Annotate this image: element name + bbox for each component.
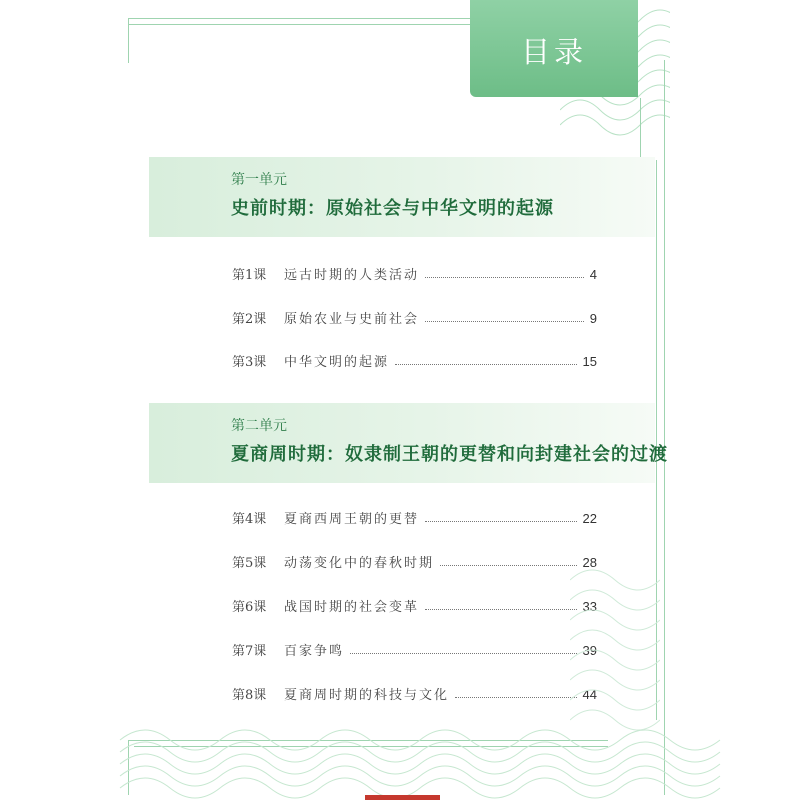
dot-leader <box>425 521 577 522</box>
page-title: 目录 <box>520 35 587 69</box>
lesson-title: 中华文明的起源 <box>284 355 390 370</box>
title-tab <box>470 0 638 97</box>
dot-leader <box>425 321 584 322</box>
dot-leader <box>425 609 577 610</box>
lesson-title: 远古时期的人类活动 <box>284 268 420 283</box>
lesson-number: 第2课 <box>232 312 267 327</box>
wave-pattern-bottom <box>0 720 800 800</box>
frame-top-line <box>128 18 470 19</box>
page-number: 15 <box>582 354 597 369</box>
page-number: 22 <box>582 511 597 526</box>
lesson-number: 第7课 <box>232 644 267 659</box>
dot-leader <box>455 697 577 698</box>
lesson-title: 夏商西周王朝的更替 <box>284 512 420 527</box>
dot-leader <box>440 565 577 566</box>
page-number: 28 <box>582 555 597 570</box>
frame-right-line-outer <box>664 60 665 795</box>
unit-title: 夏商周时期：奴隶制王朝的更替和向封建社会的过渡 <box>231 444 668 465</box>
unit-header-2 <box>149 403 668 483</box>
dot-leader <box>395 364 577 365</box>
lesson-number: 第4课 <box>232 512 267 527</box>
lesson-number: 第1课 <box>232 268 267 283</box>
frame-right-line-mid <box>640 98 641 158</box>
unit-title: 史前时期：原始社会与中华文明的起源 <box>231 198 554 219</box>
lesson-title: 动荡变化中的春秋时期 <box>284 556 435 571</box>
page-number: 9 <box>589 311 597 326</box>
page-number: 4 <box>589 267 597 282</box>
lesson-title: 原始农业与史前社会 <box>284 312 420 327</box>
frame-top-line-inner <box>128 24 470 25</box>
lesson-number: 第5课 <box>232 556 267 571</box>
page-number: 33 <box>582 599 597 614</box>
toc-entry[interactable] <box>232 640 597 660</box>
unit-tag: 第二单元 <box>231 418 287 434</box>
page-number: 44 <box>582 687 597 702</box>
dot-leader <box>350 653 577 654</box>
unit-header-1 <box>149 157 655 237</box>
frame-left-line <box>128 18 129 63</box>
unit-tag: 第一单元 <box>231 172 287 188</box>
toc-entry[interactable] <box>232 508 597 528</box>
lesson-title: 夏商周时期的科技与文化 <box>284 688 450 703</box>
toc-entry[interactable] <box>232 596 597 616</box>
lesson-number: 第8课 <box>232 688 267 703</box>
lesson-number: 第6课 <box>232 600 267 615</box>
toc-entry[interactable] <box>232 264 597 284</box>
toc-entry[interactable] <box>232 308 597 328</box>
bottom-red-mark <box>365 795 440 800</box>
lesson-title: 战国时期的社会变革 <box>284 600 420 615</box>
toc-entry[interactable] <box>232 684 597 704</box>
toc-entry[interactable] <box>232 552 597 572</box>
toc-entry[interactable] <box>232 351 597 371</box>
lesson-title: 百家争鸣 <box>284 644 345 659</box>
dot-leader <box>425 277 584 278</box>
page-number: 39 <box>582 643 597 658</box>
lesson-number: 第3课 <box>232 355 267 370</box>
